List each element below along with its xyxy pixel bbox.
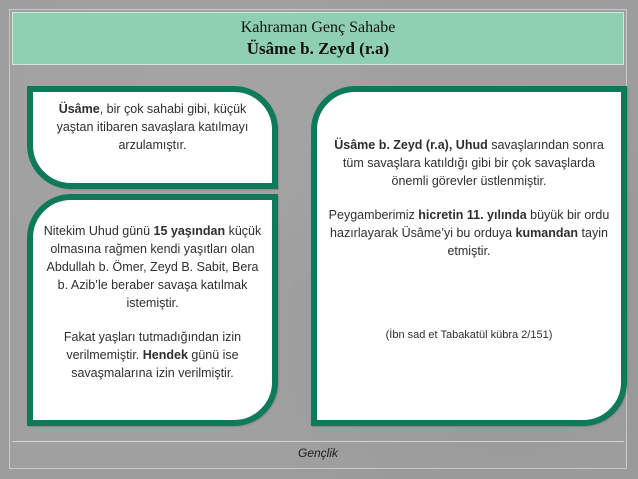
title-bar: [12, 12, 624, 65]
card-bottom-left: [27, 194, 278, 426]
paragraph-gap: [43, 312, 262, 328]
card-bottom-left-p1-bold: 15 yaşından: [153, 224, 226, 238]
card-right-p1-bold: Üsâme b. Zeyd (r.a), Uhud: [334, 138, 488, 152]
card-bottom-left-p2-before: Fakat yaşları tutmadığından izin verilmemiştir.: [63, 330, 242, 362]
card-right-p2-mid: büyük bir ordu hazırlayarak Üsâme’yi bu orduya: [330, 208, 610, 240]
card-top-left-rest: , bir çok sahabi gibi, küçük yaştan itibaren savaşlara katılmayı arzulamıştır.: [56, 102, 249, 152]
card-right-paragraph-1: [327, 136, 611, 190]
card-bottom-left-p1-before: Nitekim Uhud günü: [43, 224, 154, 238]
card-right-p2-after: tayin etmiştir.: [447, 226, 608, 258]
card-bottom-left-paragraph-1: [43, 222, 262, 312]
card-right-p2-before: Peygamberimiz: [328, 208, 419, 222]
title-line-1: Kahraman Genç Sahabe: [240, 18, 396, 36]
card-bottom-left-p1-after: küçük olmasına rağmen kendi yaşıtları olan Abdullah b. Ömer, Zeyd B. Sabit, Bera b. Azib’le beraber savaşa katılmak istemiştir.: [46, 224, 262, 310]
card-bottom-left-p2-after: günü ise savaşmalarına izin verilmiştir.: [71, 348, 239, 380]
card-right-p1-after: savaşlarından sonra tüm savaşlara katıldığı gibi bir çok savaşlarda önemli görevler üstlenmiştir.: [342, 138, 604, 188]
card-right-paragraph-2: [327, 206, 611, 260]
card-right: [311, 86, 627, 426]
card-top-left: [27, 86, 278, 189]
card-right-citation: (İbn sad et Tabakatül kübra 2/151): [385, 329, 553, 341]
footer-text: Gençlik: [297, 446, 338, 460]
card-bottom-left-paragraph-2: [43, 328, 262, 382]
citation-gap: [327, 260, 611, 326]
card-top-left-name: Üsâme: [58, 102, 100, 116]
card-right-p2-bold-1: hicretin 11. yılında: [418, 208, 527, 222]
card-top-left-text: [43, 100, 262, 154]
title-line-2: Üsâme b. Zeyd (r.a): [246, 38, 390, 58]
card-right-p2-bold-2: kumandan: [515, 226, 579, 240]
paragraph-gap: [327, 190, 611, 206]
card-bottom-left-p2-bold: Hendek: [142, 348, 188, 362]
footer-divider: [12, 441, 624, 442]
